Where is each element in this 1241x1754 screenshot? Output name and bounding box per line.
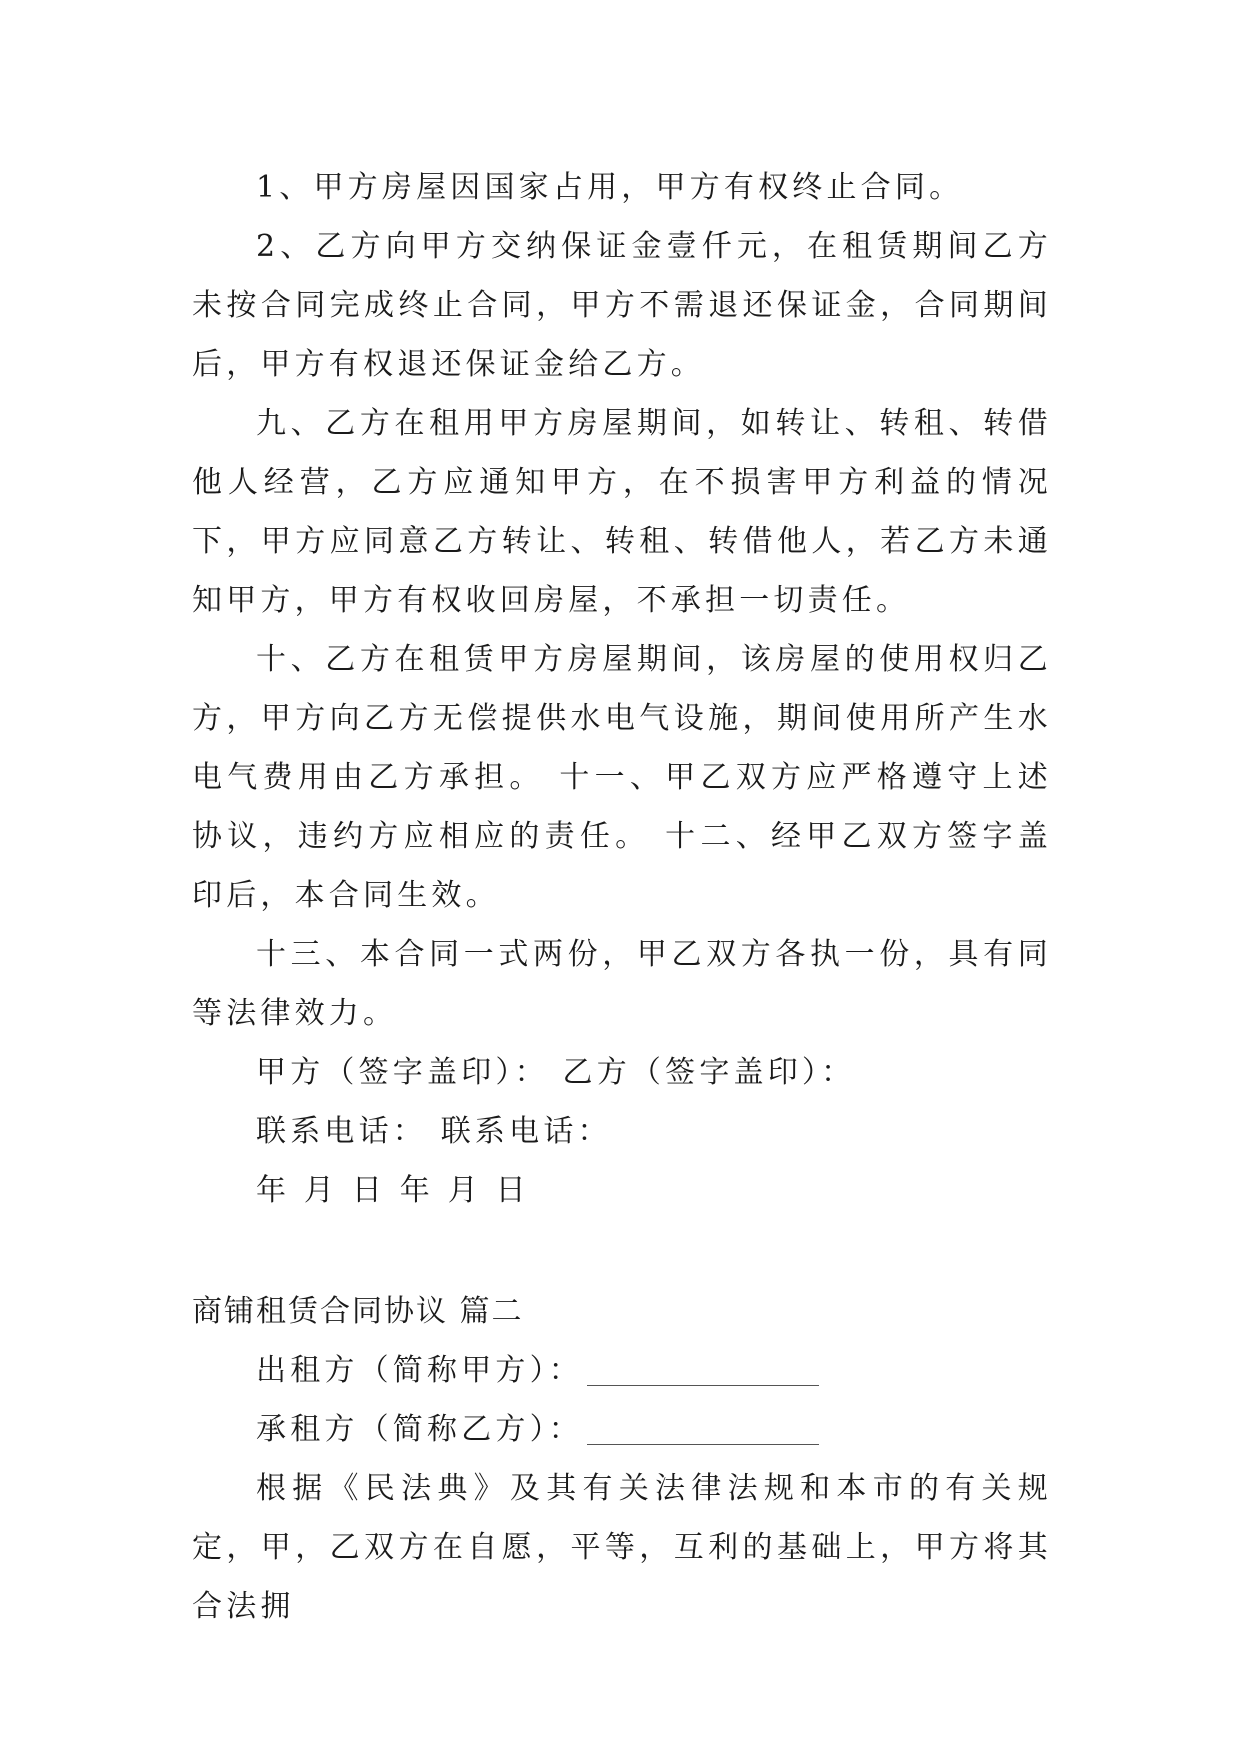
clause-9: 九、乙方在租用甲方房屋期间，如转让、转租、转借他人经营，乙方应通知甲方，在不损害甲方利益的情况下，甲方应同意乙方转让、转租、转借他人，若乙方未通知甲方，甲方有权收回房屋，不承担一切责任。 [192, 406, 1052, 618]
lessee-blank [587, 1414, 819, 1445]
date-line: 年 月 日 年 月 日 [256, 1173, 530, 1208]
lessee-row [192, 1400, 1052, 1459]
clause-13: 十三、本合同一式两份，甲乙双方各执一份，具有同等法律效力。 [192, 937, 1052, 1031]
clause-2: 2、乙方向甲方交纳保证金壹仟元，在租赁期间乙方未按合同完成终止合同，甲方不需退还保证金，合同期间后，甲方有权退还保证金给乙方。 [192, 229, 1052, 382]
clause-10-12: 十、乙方在租赁甲方房屋期间，该房屋的使用权归乙方，甲方向乙方无偿提供水电气设施，期间使用所产生水电气费用由乙方承担。 十一、甲乙双方应严格遵守上述协议，违约方应相应的责任。 十二、经甲乙双方签字盖印后，本合同生效。 [192, 642, 1052, 913]
phone-line: 联系电话： 联系电话： [256, 1114, 612, 1149]
lessor-row [192, 1341, 1052, 1400]
signature-line: 甲方（签字盖印）： 乙方（签字盖印）： [256, 1055, 856, 1090]
lessee-label: 承租方（简称乙方）： [256, 1412, 583, 1447]
clause-1: 1、甲方房屋因国家占用，甲方有权终止合同。 [256, 170, 964, 205]
intro-paragraph: 根据《民法典》及其有关法律法规和本市的有关规定，甲，乙双方在自愿，平等，互利的基础上，甲方将其合法拥 [192, 1471, 1052, 1624]
section-gap [192, 1220, 1052, 1282]
lessor-blank [587, 1355, 819, 1386]
document-page [192, 158, 1052, 1636]
lessor-label: 出租方（简称甲方）： [256, 1353, 583, 1388]
section-title: 商铺租赁合同协议 篇二 [192, 1294, 524, 1329]
